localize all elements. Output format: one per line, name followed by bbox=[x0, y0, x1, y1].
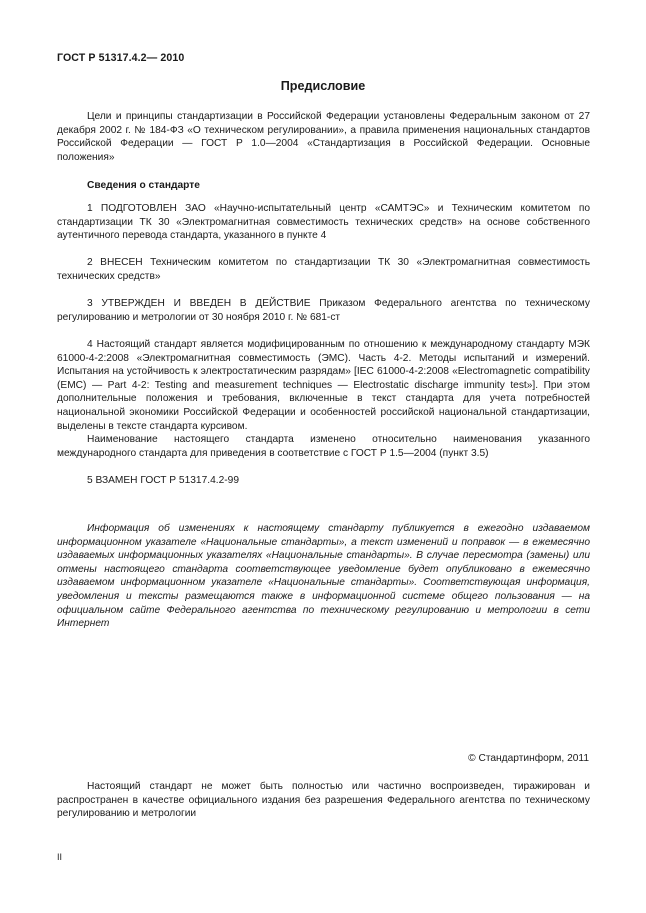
item-4-name-paragraph: Наименование настоящего стандарта изменено относительно наименования указанного международного стандарта для приведения в соответствие с ГОСТ Р 1.5—2004 (пункт 3.5) bbox=[57, 434, 590, 459]
item-5-paragraph: 5 ВЗАМЕН ГОСТ Р 51317.4.2-99 bbox=[87, 475, 239, 486]
reproduction-notice: Настоящий стандарт не может быть полностью или частично воспроизведен, тиражирован и распространен в качестве официального издания без разрешения Федерального агентства по техническому регулированию и метрологии bbox=[57, 781, 590, 820]
item-1-paragraph: 1 ПОДГОТОВЛЕН ЗАО «Научно-испытательный центр «САМТЭС» и Техническим комитетом по стандартизации ТК 30 «Электромагнитная совместимость технических средств» на основе собственного аутентичного перевода стандарта, указанного в пункте 4 bbox=[57, 203, 590, 242]
standard-code-header: ГОСТ Р 51317.4.2— 2010 bbox=[57, 52, 185, 64]
item-4-paragraph: 4 Настоящий стандарт является модифицированным по отношению к международному стандарту МЭК 61000-4-2:2008 «Электромагнитная совместимость (ЭМС). Часть 4-2. Методы испытаний и измерений. Испытания на устойчивость к электростатическим разрядам» [IEC 61000-4-2:2008 «Electromagnetic compatibility (EMC) — Part 4-2: Testing and measurement techniques — Electrostatic discharge immunity test»]. При этом дополнительные положения и требования, включенные в текст стандарта для учета потребностей национальной экономики Российской Федерации и особенностей российской национальной стандартизации, выделены в тексте стандарта курсивом. bbox=[57, 339, 590, 432]
copyright-notice: © Стандартинформ, 2011 bbox=[468, 753, 589, 764]
page-title: Предисловие bbox=[280, 79, 366, 93]
item-3-paragraph: 3 УТВЕРЖДЕН И ВВЕДЕН В ДЕЙСТВИЕ Приказом Федерального агентства по техническому регулированию и метрологии от 30 ноября 2010 г. № 681-ст bbox=[57, 298, 590, 323]
item-2-paragraph: 2 ВНЕСЕН Техническим комитетом по стандартизации ТК 30 «Электромагнитная совместимость технических средств» bbox=[57, 257, 590, 282]
changes-notice-paragraph: Информация об изменениях к настоящему стандарту публикуется в ежегодно издаваемом информационном указателе «Национальные стандарты», а текст изменений и поправок — в ежемесячно издаваемых информационных указателях «Национальные стандарты». В случае пересмотра (замены) или отмены настоящего стандарта соответствующее уведомление будет опубликовано в ежемесячно издаваемом информационном указателе «Национальные стандарты». Соответствующая информация, уведомления и тексты размещаются также в информационной системе общего пользования — на официальном сайте Федерального агентства по техническому регулированию и метрологии в сети Интернет bbox=[57, 523, 590, 630]
page-number: II bbox=[57, 852, 63, 862]
intro-paragraph: Цели и принципы стандартизации в Российской Федерации установлены Федеральным законом от 27 декабря 2002 г. № 184-ФЗ «О техническом регулировании», а правила применения национальных стандартов Российской Федерации — ГОСТ Р 1.0—2004 «Стандартизация в Российской Федерации. Основные положения» bbox=[57, 111, 590, 163]
info-heading: Сведения о стандарте bbox=[87, 180, 200, 191]
